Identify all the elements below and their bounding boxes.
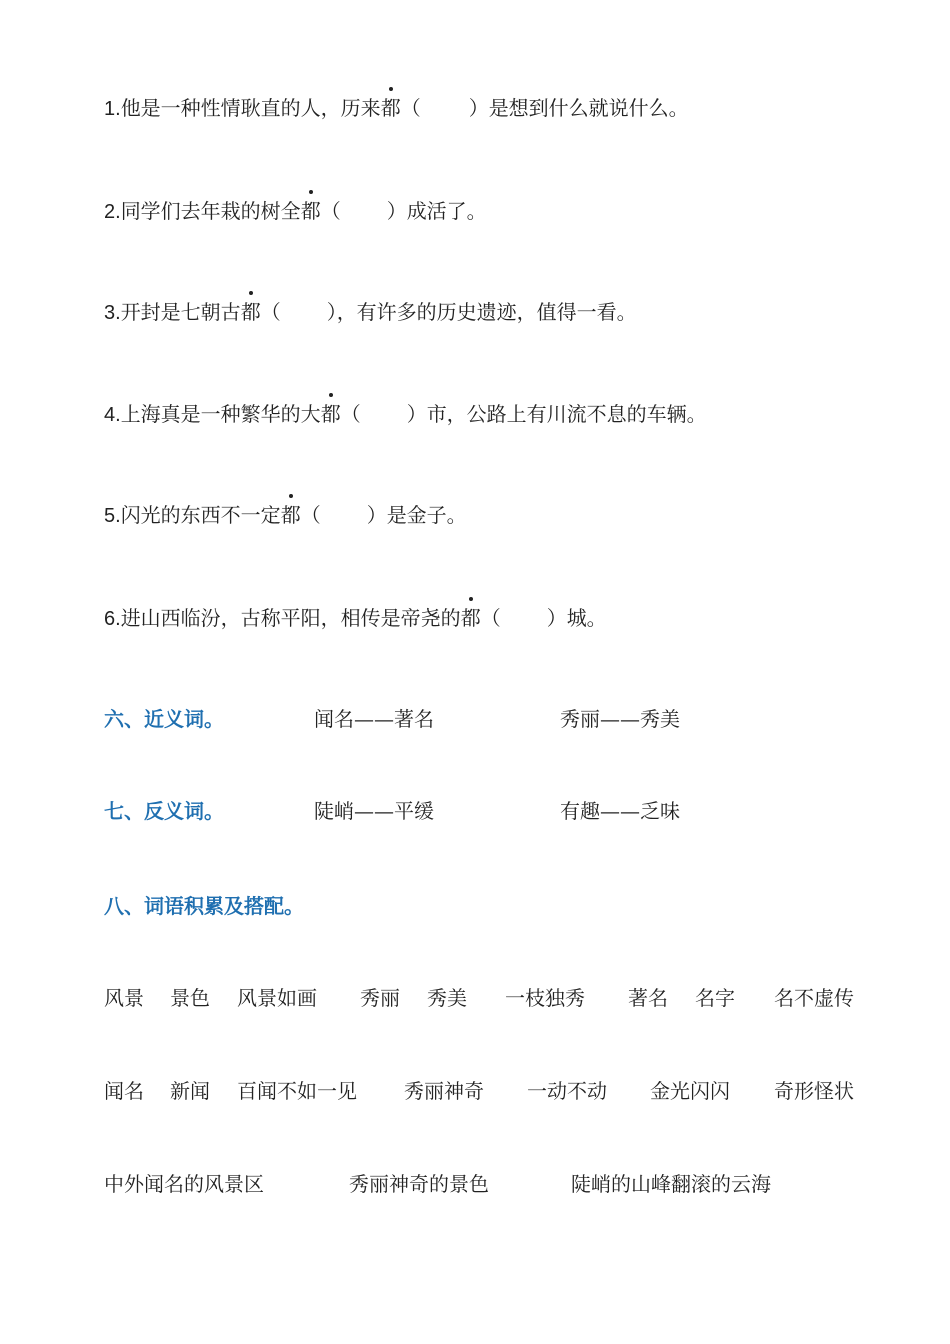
sentence-text-after: 是金子。	[386, 503, 467, 527]
sentence-number: 1.	[104, 98, 121, 120]
close-paren: ）	[366, 503, 387, 527]
sentence-text-before: 开封是七朝古	[120, 300, 241, 324]
dotted-character: 都	[281, 500, 301, 530]
dotted-character: 都	[461, 603, 481, 633]
sentence-6	[104, 603, 607, 634]
antonym-pair: 陡峭——平缓	[314, 799, 434, 823]
dotted-character: 都	[381, 93, 401, 123]
open-paren: （	[320, 199, 341, 223]
close-paren: ）	[406, 402, 427, 426]
sentence-5	[104, 500, 467, 531]
sentence-number: 4.	[104, 404, 121, 426]
dotted-character: 都	[321, 399, 341, 429]
sentence-number: 3.	[104, 302, 121, 324]
vocab-word: 著名	[628, 986, 668, 1010]
dotted-character: 都	[241, 297, 261, 327]
sentence-number: 6.	[104, 608, 121, 630]
vocab-word: 金光闪闪	[650, 1079, 730, 1103]
open-paren: （	[340, 402, 361, 426]
sentence-4	[104, 399, 707, 430]
synonyms-heading: 六、近义词。	[104, 707, 224, 731]
close-paren: ）	[326, 300, 337, 324]
sentence-text-before: 进山西临汾，古称平阳，相传是帝尧的	[120, 606, 461, 630]
sentence-text-after: 成活了。	[406, 199, 487, 223]
vocab-phrase: 中外闻名的风景区	[104, 1172, 264, 1196]
vocab-word: 风景	[104, 986, 144, 1010]
vocab-word: 风景如画	[237, 986, 317, 1010]
antonyms-heading: 七、反义词。	[104, 799, 224, 823]
sentence-number: 2.	[104, 201, 121, 223]
vocab-word: 名字	[695, 986, 735, 1010]
sentence-text-before: 他是一种性情耿直的人，历来	[120, 96, 381, 120]
vocab-word: 新闻	[170, 1079, 210, 1103]
open-paren: （	[400, 96, 421, 120]
vocab-phrase: 秀丽神奇的景色	[349, 1172, 489, 1196]
sentence-text-before: 同学们去年栽的树全	[120, 199, 301, 223]
sentence-1	[104, 93, 689, 124]
sentence-number: 5.	[104, 505, 121, 527]
open-paren: （	[260, 300, 281, 324]
sentence-2	[104, 196, 487, 227]
synonym-pair: 秀丽——秀美	[560, 707, 680, 731]
vocab-word: 闻名	[104, 1079, 144, 1103]
vocab-word: 一动不动	[527, 1079, 607, 1103]
sentence-text-before: 闪光的东西不一定	[120, 503, 281, 527]
sentence-text-after: 城。	[566, 606, 607, 630]
close-paren: ）	[386, 199, 407, 223]
vocab-word: 一枝独秀	[505, 986, 585, 1010]
vocab-heading: 八、词语积累及搭配。	[104, 894, 304, 918]
vocab-word: 秀丽神奇	[404, 1079, 484, 1103]
sentence-text-after: ，有许多的历史遗迹，值得一看。	[336, 300, 637, 324]
vocab-word: 奇形怪状	[774, 1079, 854, 1103]
vocab-word: 百闻不如一见	[237, 1079, 357, 1103]
vocab-word: 秀美	[427, 986, 467, 1010]
vocab-word: 景色	[170, 986, 210, 1010]
synonym-pair: 闻名——著名	[314, 707, 434, 731]
sentence-text-after: 市，公路上有川流不息的车辆。	[426, 402, 707, 426]
vocab-word: 名不虚传	[774, 986, 854, 1010]
vocab-phrase: 陡峭的山峰翻滚的云海	[571, 1172, 771, 1196]
sentence-text-after: 是想到什么就说什么。	[488, 96, 689, 120]
sentence-3	[104, 297, 637, 328]
open-paren: （	[300, 503, 321, 527]
vocab-word: 秀丽	[360, 986, 400, 1010]
sentence-text-before: 上海真是一种繁华的大	[120, 402, 321, 426]
close-paren: ）	[468, 96, 489, 120]
dotted-character: 都	[301, 196, 321, 226]
antonym-pair: 有趣——乏味	[560, 799, 680, 823]
close-paren: ）	[546, 606, 567, 630]
open-paren: （	[480, 606, 501, 630]
